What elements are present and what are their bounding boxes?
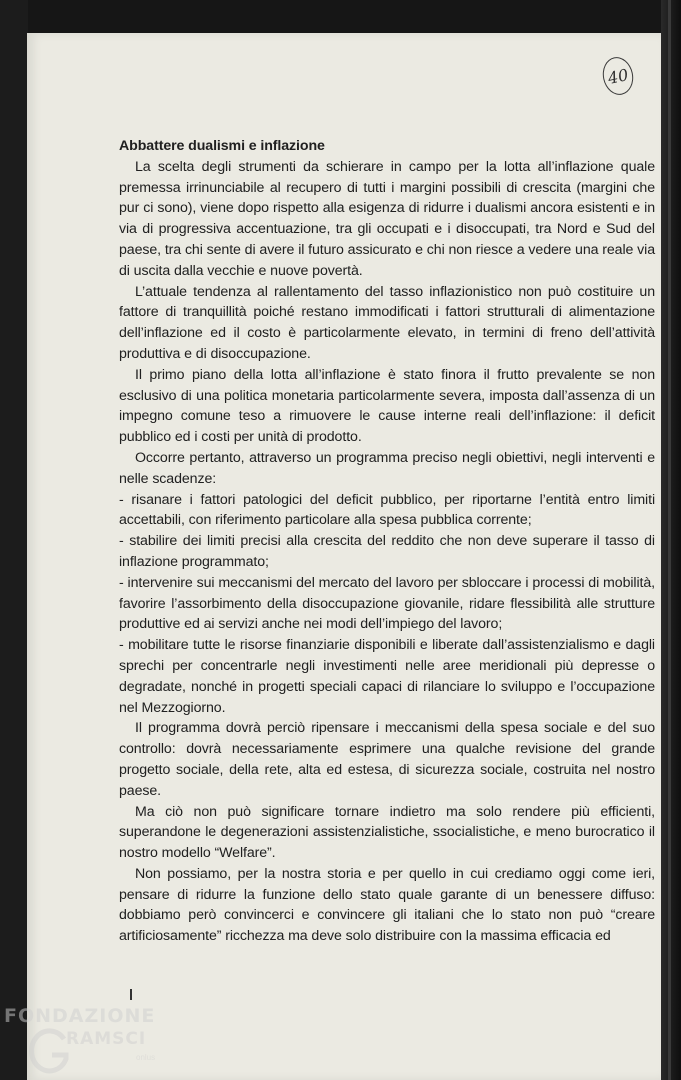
- list-item: - mobilitare tutte le risorse finanziarie disponibili e liberate dall’assistenzialismo e dagli sprechi per concentrarle negli investimenti nelle aree meridionali più depresse o degradate, nonché in progetti speciali capaci di rilanciare lo sviluppo e l’occupazione nel Mezzogiorno.: [119, 637, 655, 716]
- watermark-small-text: onlus: [136, 1053, 156, 1062]
- stray-pen-mark: [130, 989, 132, 1000]
- paragraph: Ma ciò non può significare tornare indietro ma solo rendere più efficienti, superandone le degenerazioni assistenzialistiche, ssocialistiche, e meno burocratico il nostro modello “Welfare”.: [119, 803, 655, 862]
- section-heading: Abbattere dualismi e inflazione: [119, 138, 325, 154]
- paragraph: Il primo piano della lotta all’inflazione è stato finora il frutto prevalente se non esclusivo di una politica monetaria particolarmente severa, imposta dall’assenza di un impegno comune teso a rimuovere le cause interne reali dell’inflazione: il deficit pubblico ed i costi per unità di prodotto.: [119, 366, 655, 446]
- handwritten-page-number: 40: [599, 54, 636, 97]
- fondazione-gramsci-watermark: [4, 1005, 174, 1080]
- list-item: - stabilire dei limiti precisi alla crescita del reddito che non deve superare il tasso di inflazione programmato;: [119, 533, 655, 570]
- scan-left-border: [0, 0, 28, 1080]
- paragraph: Occorre pertanto, attraverso un programma preciso negli obiettivi, negli interventi e nelle scadenze:: [119, 449, 655, 487]
- list-item: - intervenire sui meccanismi del mercato del lavoro per sbloccare i processi di mobilità, favorire l’assorbimento della disoccupazione giovanile, ridare flessibilità alle strutture produttive ed ai servizi anche nei modi dell’impiego del lavoro;: [119, 574, 655, 633]
- watermark-g-logo-icon: [28, 1025, 70, 1077]
- list-item: - risanare i fattori patologici del deficit pubblico, per riportarne l’entità entro limiti accettabili, con riferimento particolare alla spesa pubblica corrente;: [119, 491, 655, 529]
- paragraph: Il programma dovrà perciò ripensare i meccanismi della spesa sociale e del suo controllo: dovrà necessariamente esprimere una qualche revisione del grande progetto sociale, della rete, alta ed estesa, di sicurezza sociale, costruita nel nostro paese.: [119, 720, 655, 799]
- watermark-line-2: RAMSCI: [66, 1029, 147, 1049]
- paragraph: Non possiamo, per la nostra storia e per quello in cui crediamo oggi come ieri, pensare di ridurre la funzione dello stato quale garante di un benessere diffuso: dobbiamo però convincerci e convincere gli italiani che lo stato non può “creare artificiosamente” ricchezza ma deve solo distribuire con la massima efficacia ed: [119, 865, 655, 945]
- paragraph: L’attuale tendenza al rallentamento del tasso inflazionistico non può costituire un fattore di tranquillità poiché restano immodificati i fattori strutturali di alimentazione dell’inflazione ed il costo è particolarmente elevato, in termini di freno dell’attività produttiva e di disoccupazione.: [119, 283, 655, 362]
- document-body: [119, 136, 655, 947]
- paragraph: La scelta degli strumenti da schierare in campo per la lotta all’inflazione quale premessa irrinunciabile al recupero di tutti i margini possibili di crescita (margini che pur ci sono), viene dopo rispetto alla esigenza di ridurre i dualismi ancora esistenti e in via di progressiva accentuazione, tra gli occupati e i disoccupati, tra Nord e Sud del paese, tra chi sente di avere il futuro assicurato e chi non riesce a vedere una reale via di uscita dalla vecchie e nuove povertà.: [119, 158, 655, 279]
- watermark-line-1: FONDAZIONE: [4, 1005, 156, 1027]
- scan-right-border: [661, 0, 681, 1080]
- binding-ridge: [668, 0, 671, 1080]
